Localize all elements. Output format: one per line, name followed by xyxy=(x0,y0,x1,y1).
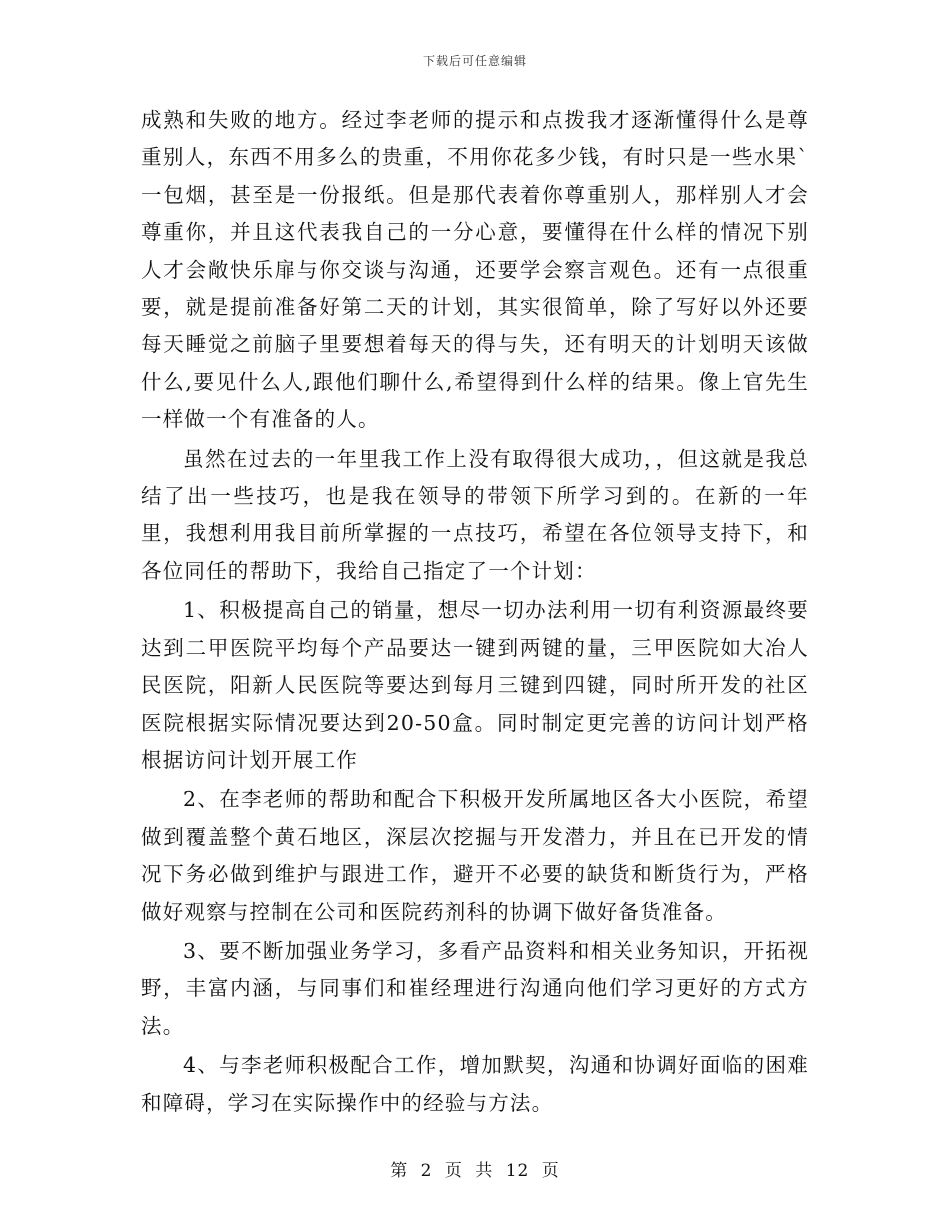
paragraph-continuation: 成熟和失败的地方。经过李老师的提示和点拨我才逐渐懂得什么是尊重别人，东西不用多么的贵重，不用你花多少钱，有时只是一些水果`一包烟，甚至是一份报纸。但是那代表着你尊重别人，那样别人才会尊重你，并且这代表我自己的一分心意，要懂得在什么样的情况下别人才会敞快乐扉与你交谈与沟通，还要学会察言观色。还有一点很重要，就是提前准备好第二天的计划，其实很简单，除了写好以外还要每天睡觉之前脑子里要想着每天的得与失，还有明天的计划明天该做什么,要见什么人,跟他们聊什么,希望得到什么样的结果。像上官先生一样做一个有准备的人。 xyxy=(141,108,809,432)
page-header: 下载后可任意编辑 xyxy=(422,54,527,68)
plan-item-4: 4、与李老师积极配合工作，增加默契，沟通和协调好面临的困难和障碍，学习在实际操作中的经验与方法。 xyxy=(141,1053,809,1115)
document-body xyxy=(141,102,809,1122)
plan-item-1: 1、积极提高自己的销量，想尽一切办法利用一切有利资源最终要达到二甲医院平均每个产品要达一键到两键的量，三甲医院如大冶人民医院，阳新人民医院等要达到每月三键到四键，同时所开发的社区医院根据实际情况要达到20-50盒。同时制定更完善的访问计划严格根据访问计划开展工作 xyxy=(141,598,809,772)
plan-item-3: 3、要不断加强业务学习，多看产品资料和相关业务知识，开拓视野，丰富内涵，与同事们和崔经理进行沟通向他们学习更好的方式方法。 xyxy=(141,938,809,1038)
paragraph-summary: 虽然在过去的一年里我工作上没有取得很大成功，，但这就是我总结了出一些技巧，也是我在领导的带领下所学习到的。在新的一年里，我想利用我目前所掌握的一点技巧，希望在各位领导支持下，和各位同任的帮助下，我给自己指定了一个计划： xyxy=(141,446,809,583)
page-footer: 第 2 页 共 12 页 xyxy=(390,1161,560,1181)
plan-item-2: 2、在李老师的帮助和配合下积极开发所属地区各大小医院，希望做到覆盖整个黄石地区，深层次挖掘与开发潜力，并且在已开发的情况下务必做到维护与跟进工作，避开不必要的缺货和断货行为，严格做好观察与控制在公司和医院药剂科的协调下做好备货准备。 xyxy=(141,787,809,924)
